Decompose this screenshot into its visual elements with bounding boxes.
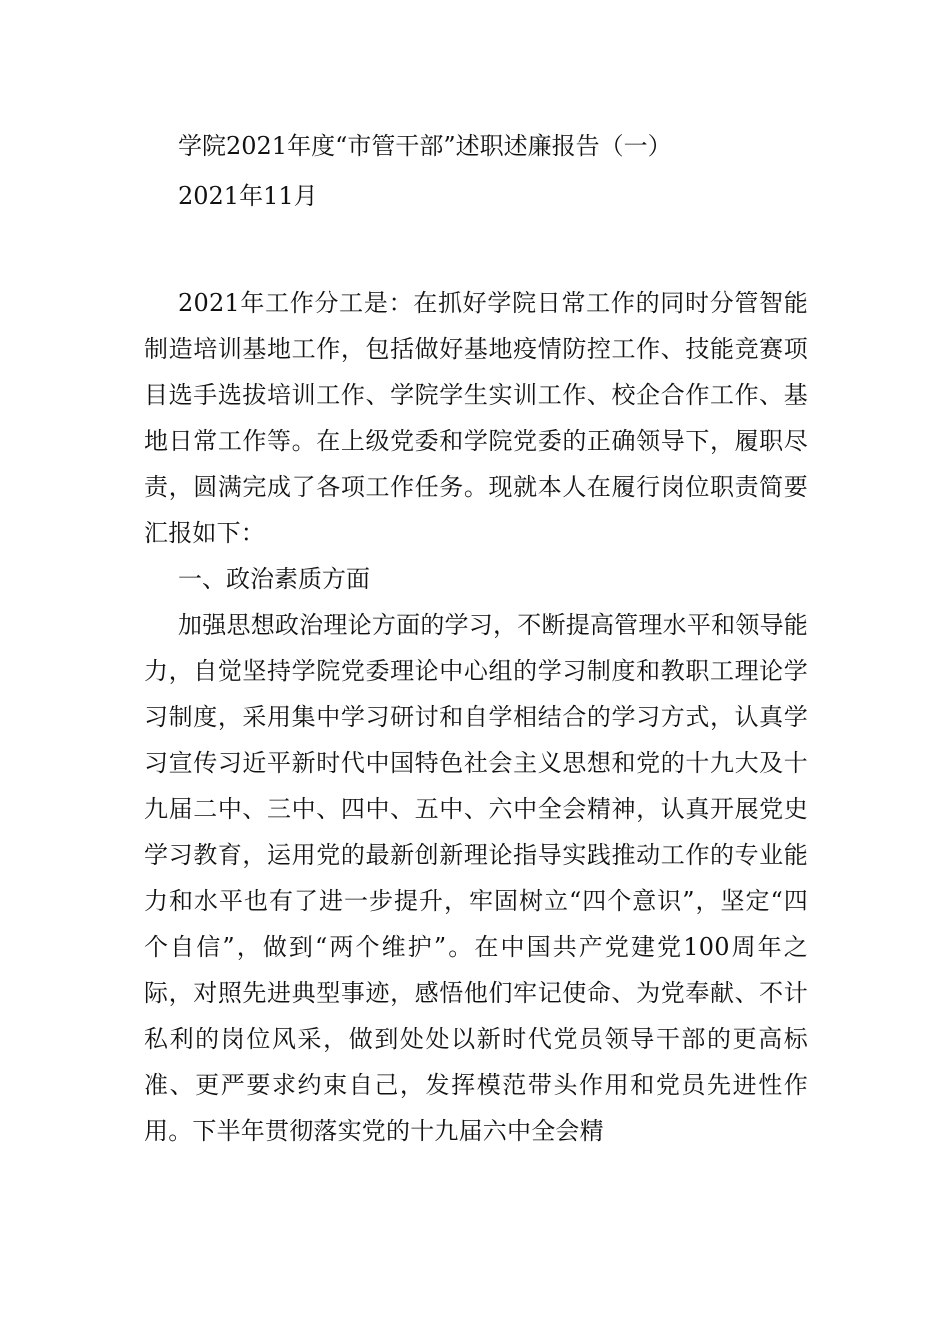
- document-date: 2021年11月: [178, 182, 318, 210]
- document-title: 学院2021年度“市管干部”述职述廉报告（一）: [178, 132, 672, 160]
- document-header: [144, 128, 824, 228]
- section-1-paragraph: 加强思想政治理论方面的学习，不断提高管理水平和领导能力，自觉坚持学院党委理论中心组的学习制度和教职工理论学习制度，采用集中学习研讨和自学相结合的学习方式，认真学习宣传习近平新时代中国特色社会主义思想和党的十九大及十九届二中、三中、四中、五中、六中全会精神，认真开展党史学习教育，运用党的最新创新理论指导实践推动工作的专业能力和水平也有了进一步提升，牢固树立“四个意识”，坚定“四个自信”，做到“两个维护”。在中国共产党建党100周年之际，对照先进典型事迹，感悟他们牢记使命、为党奉献、不计私利的岗位风采，做到处处以新时代党员领导干部的更高标准、更严要求约束自己，发挥模范带头作用和党员先进性作用。下半年贯彻落实党的十九届六中全会精: [144, 611, 808, 1145]
- section-1-title: 一、政治素质方面: [178, 565, 370, 593]
- intro-paragraph: 2021年工作分工是：在抓好学院日常工作的同时分管智能制造培训基地工作，包括做好基地疫情防控工作、技能竞赛项目选手选拔培训工作、学院学生实训工作、校企合作工作、基地日常工作等。在上级党委和学院党委的正确领导下，履职尽责，圆满完成了各项工作任务。现就本人在履行岗位职责简要汇报如下：: [144, 289, 808, 547]
- document-body: [144, 280, 808, 1154]
